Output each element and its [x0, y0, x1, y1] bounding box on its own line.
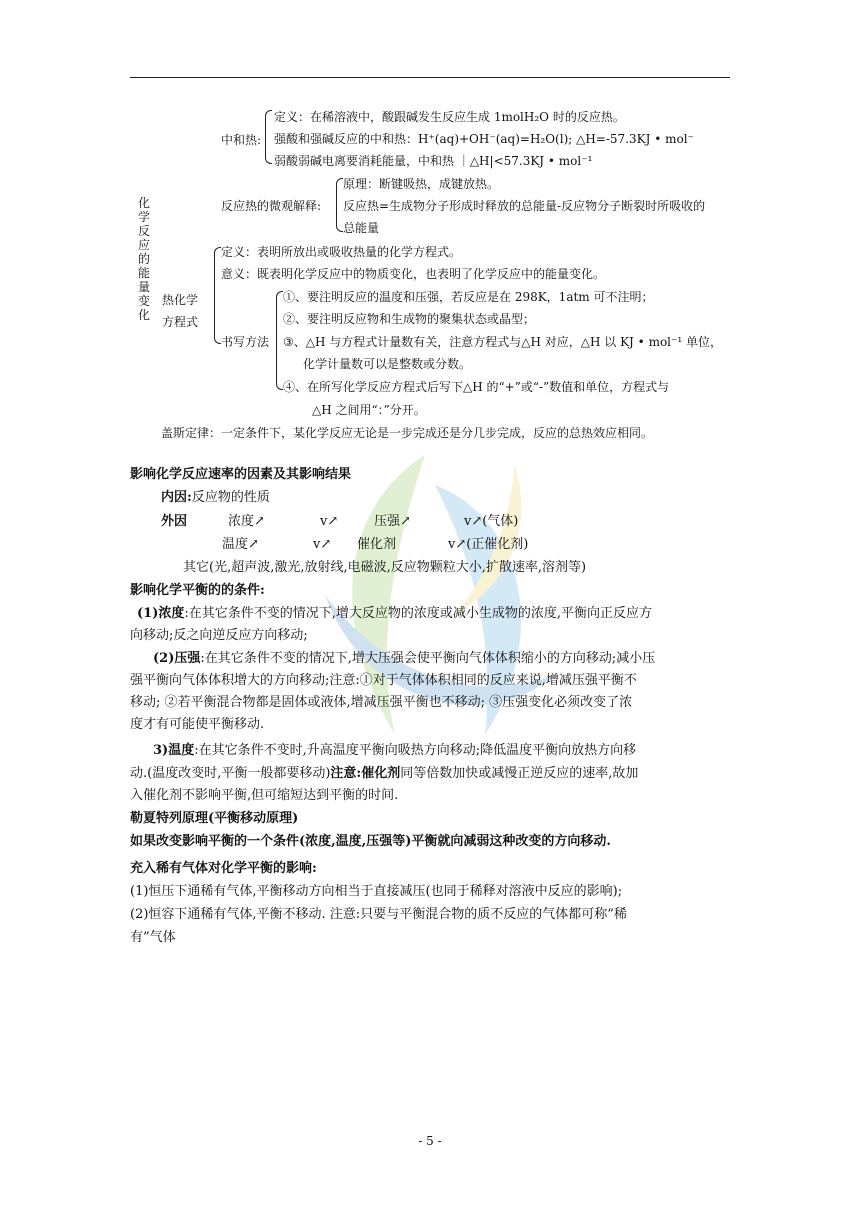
micro-line1: 原理：断键吸热，成键放热。: [343, 177, 500, 191]
equil-c3-b-post: 同等倍数加快或减慢正逆反应的速率,故加: [400, 766, 639, 781]
rate-v2: v↗(气体): [464, 514, 519, 529]
rate-v1: v↗: [320, 514, 339, 529]
hess-law: 盖斯定律：一定条件下，某化学反应无论是一步完成还是分几步完成，反应的总热效应相同。: [161, 426, 654, 440]
equil-c2-b: 强平衡向气体体积增大的方向移动;注意:①对于气体体积相同的反应来说,增减压强平衡不: [130, 673, 637, 688]
vertical-heading: 化学反应的能量变化: [138, 196, 151, 322]
inert-line2: (2)恒容下通稀有气体,平衡不移动. 注意:只要与平衡混合物的质不反应的气体都可称”稀: [130, 907, 627, 922]
write-rule-2: ②、要注明反应物和生成物的聚集状态或晶型；: [283, 312, 536, 326]
rate-other: 其它(光,超声波,激光,放射线,电磁波,反应物颗粒大小,扩散速率,溶剂等): [183, 560, 587, 575]
equil-c3-a: :在其它条件不变时,升高温度平衡向吸热方向移动;降低温度平衡向放热方向移: [194, 743, 637, 758]
inert-line3: 有”气体: [130, 930, 176, 945]
rate-v4: v↗(正催化剂): [448, 537, 529, 552]
inert-line1: (1)恒压下通稀有气体,平衡移动方向相当于直接减压(也同于稀释对溶液中反应的影响);: [130, 884, 623, 899]
micro-line3: 总能量: [343, 221, 380, 235]
equil-c1-a: :在其它条件不变的情况下,增大反应物的浓度或减小生成物的浓度,平衡向正反应方: [184, 606, 653, 621]
outer-cause-label: 外因: [161, 514, 188, 529]
neutral-strong: 强酸和强碱反应的中和热：H⁺(aq)+OH⁻(aq)=H₂O(l); △H=-57.3KJ • mol⁻: [274, 132, 694, 146]
inner-cause-text: 反应物的性质: [191, 490, 270, 505]
equil-c2-d: 度才有可能使平衡移动.: [130, 717, 265, 732]
header-rule: [130, 77, 730, 78]
inert-title: 充入稀有气体对化学平衡的影响:: [130, 861, 317, 876]
write-method-label: 书写方法: [221, 335, 270, 349]
page-number: - 5 -: [418, 1134, 442, 1148]
equil-c2-a: :在其它条件不变的情况下,增大压强会使平衡向气体体积缩小的方向移动;减小压: [200, 651, 656, 666]
rate-temperature: 温度↗: [222, 537, 259, 552]
write-rule-3a: ③、△H 与方程式计量数有关，注意方程式与△H 对应，△H 以 KJ • mol⁻¹ 单位，: [283, 335, 722, 349]
equil-c1-b: 向移动;反之向逆反应方向移动;: [130, 628, 308, 643]
equil-c3-b-note: 注意:催化剂: [330, 766, 401, 781]
thermo-brace: [214, 247, 221, 344]
inner-cause-label: 内因:: [161, 490, 192, 505]
equil-c3-c: 入催化剂不影响平衡,但可缩短达到平衡的时间.: [130, 788, 399, 803]
write-rule-3b: 化学计量数可以是整数或分数。: [303, 357, 472, 371]
micro-label: 反应热的微观解释:: [221, 199, 322, 213]
rate-v3: v↗: [313, 537, 332, 552]
write-rule-4b: △H 之间用“：”分开。: [312, 403, 426, 417]
neutral-brace: [265, 110, 272, 164]
thermo-label-1: 热化学: [162, 293, 199, 307]
neutral-weak: 弱酸弱碱电离要消耗能量，中和热 ｜△H|<57.3KJ • mol⁻¹: [274, 154, 593, 168]
rate-title: 影响化学反应速率的因素及其影响结果: [130, 467, 352, 482]
write-brace: [276, 291, 283, 390]
lechatelier-text: 如果改变影响平衡的一个条件(浓度,温度,压强等)平衡就向减弱这种改变的方向移动.: [130, 834, 611, 849]
equil-c2-c: 移动; ②若平衡混合物都是固体或液体,增减压强平衡也不移动; ③压强变化必须改变了浓: [130, 695, 633, 710]
neutral-heat-label: 中和热:: [221, 133, 262, 147]
equil-c2-label: (2)压强: [153, 651, 201, 666]
rate-concentration: 浓度↗: [228, 514, 265, 529]
equil-c3-label: 3)温度: [153, 743, 195, 758]
thermo-meaning: 意义：既表明化学反应中的物质变化，也表明了化学反应中的能量变化。: [221, 267, 606, 281]
micro-line2: 反应热=生成物分子形成时释放的总能量-反应物分子断裂时所吸收的: [343, 199, 706, 213]
equil-title: 影响化学平衡的的条件:: [130, 583, 265, 598]
neutral-def: 定义：在稀溶液中，酸跟碱发生反应生成 1molH₂O 时的反应热。: [274, 110, 625, 124]
rate-catalyst: 催化剂: [357, 537, 397, 552]
write-rule-4a: ④、在所写化学反应方程式后写下△H 的“+”或“-”数值和单位，方程式与: [283, 380, 670, 394]
thermo-label-2: 方程式: [162, 315, 199, 329]
thermo-def: 定义：表明所放出或吸收热量的化学方程式。: [221, 245, 462, 259]
write-rule-1: ①、要注明反应的温度和压强，若反应是在 298K，1atm 可不注明；: [283, 290, 654, 304]
rate-pressure: 压强↗: [374, 514, 411, 529]
lechatelier-title: 勒夏特列原理(平衡移动原理): [130, 811, 299, 826]
equil-c3-b-pre: 动.(温度改变时,平衡一般都要移动): [130, 766, 331, 781]
micro-brace: [336, 178, 343, 232]
equil-c1-label: (1)浓度: [137, 606, 185, 621]
